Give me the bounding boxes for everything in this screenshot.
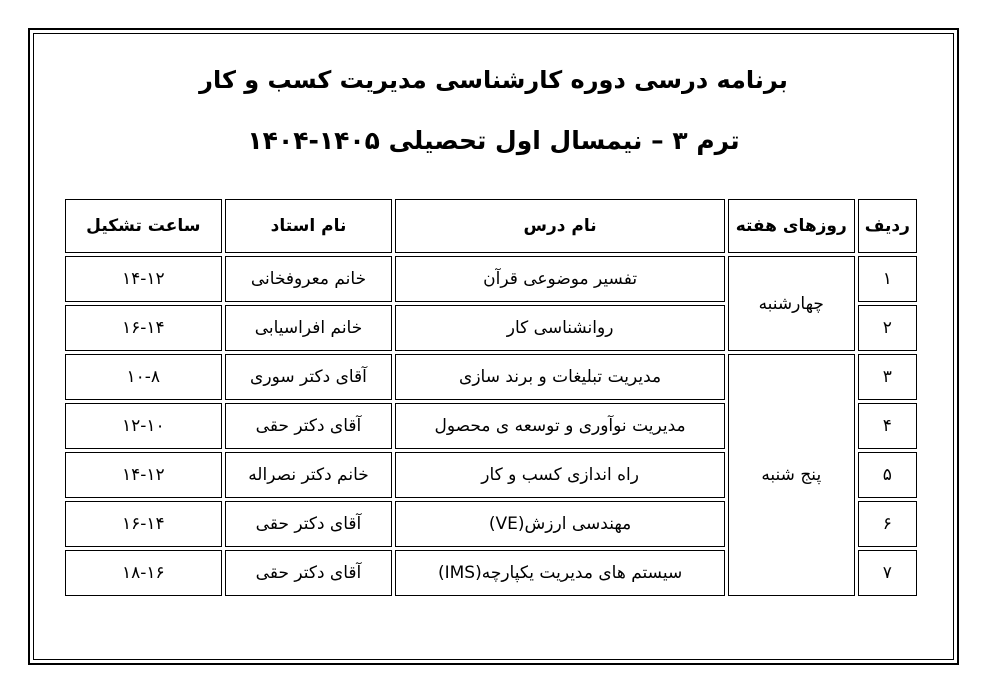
row-number: ۲	[858, 305, 917, 351]
table-row	[65, 256, 917, 302]
table-row	[65, 354, 917, 400]
teacher-name: خانم افراسیابی	[225, 305, 393, 351]
class-time: ۱۶-۱۴	[65, 501, 222, 547]
header-time: ساعت تشکیل	[65, 199, 222, 253]
row-number: ۳	[858, 354, 917, 400]
header-course: نام درس	[395, 199, 724, 253]
teacher-name: آقای دکتر سوری	[225, 354, 393, 400]
row-number: ۱	[858, 256, 917, 302]
class-time: ۱۴-۱۲	[65, 452, 222, 498]
course-name: تفسیر موضوعی قرآن	[395, 256, 724, 302]
course-name: روانشناسی کار	[395, 305, 724, 351]
table-header-row	[65, 199, 917, 253]
weekday-cell: چهارشنبه	[728, 256, 855, 351]
class-time: ۱۲-۱۰	[65, 403, 222, 449]
document-title: برنامه درسی دوره کارشناسی مدیریت کسب و کار	[199, 66, 788, 94]
teacher-name: خانم معروفخانی	[225, 256, 393, 302]
course-name: مهندسی ارزش(VE)	[395, 501, 724, 547]
course-name: سیستم های مدیریت یکپارچه(IMS)	[395, 550, 724, 596]
teacher-name: آقای دکتر حقی	[225, 403, 393, 449]
class-time: ۱۸-۱۶	[65, 550, 222, 596]
teacher-name: آقای دکتر حقی	[225, 550, 393, 596]
class-time: ۱۴-۱۲	[65, 256, 222, 302]
row-number: ۶	[858, 501, 917, 547]
header-row-number: ردیف	[858, 199, 917, 253]
class-time: ۱۶-۱۴	[65, 305, 222, 351]
teacher-name: آقای دکتر حقی	[225, 501, 393, 547]
row-number: ۷	[858, 550, 917, 596]
weekday-cell: پنج شنبه	[728, 354, 855, 596]
document-subtitle: ترم ۳ – نیمسال اول تحصیلی ۱۴۰۵-۱۴۰۴	[247, 126, 740, 155]
course-name: راه اندازی کسب و کار	[395, 452, 724, 498]
header-teacher: نام استاد	[225, 199, 393, 253]
class-time: ۱۰-۸	[65, 354, 222, 400]
row-number: ۴	[858, 403, 917, 449]
schedule-table	[62, 196, 920, 599]
row-number: ۵	[858, 452, 917, 498]
teacher-name: خانم دکتر نصراله	[225, 452, 393, 498]
course-name: مدیریت تبلیغات و برند سازی	[395, 354, 724, 400]
course-name: مدیریت نوآوری و توسعه ی محصول	[395, 403, 724, 449]
header-weekday: روزهای هفته	[728, 199, 855, 253]
